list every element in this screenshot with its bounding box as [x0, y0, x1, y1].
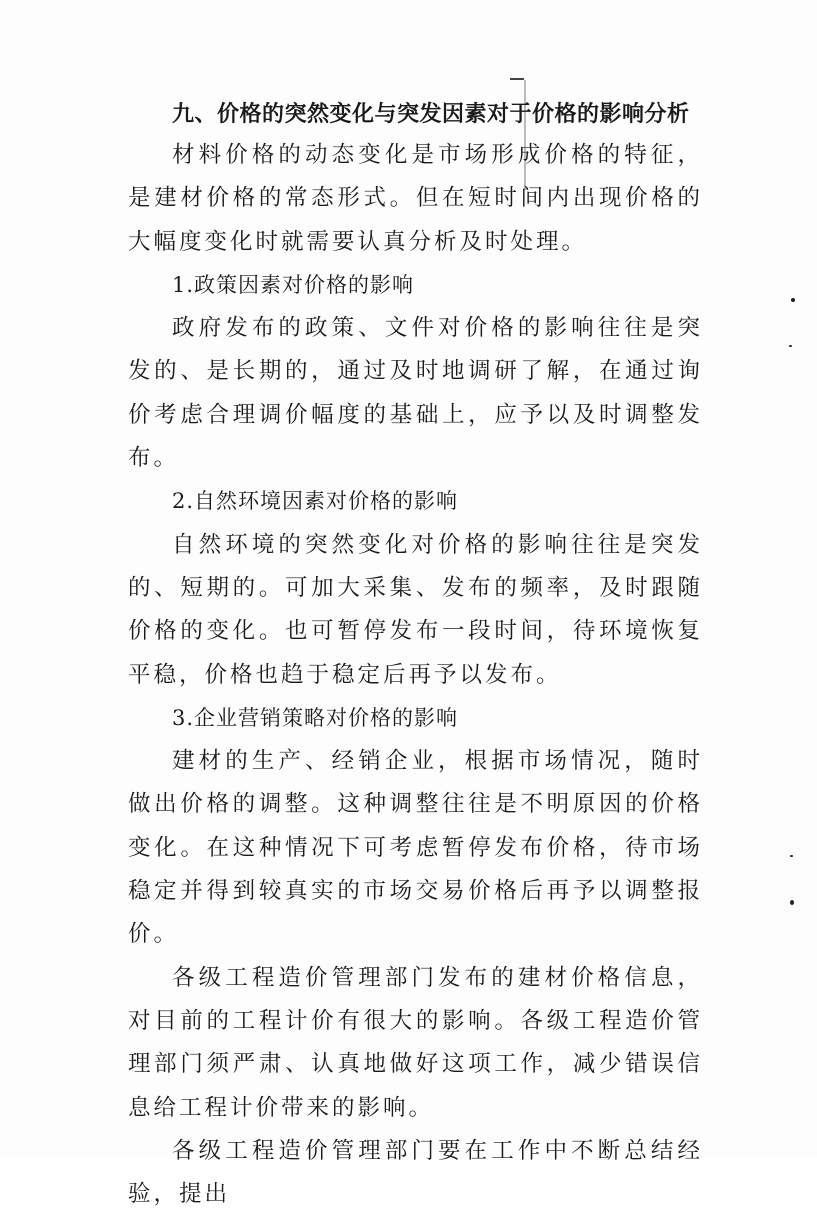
paragraph: 材料价格的动态变化是市场形成价格的特征，是建材价格的常态形式。但在短时间内出现价格的大幅度变化时就需要认真分析及时处理。: [128, 142, 703, 255]
paragraph: 各级工程造价管理部门要在工作中不断总结经验，提出: [128, 1137, 703, 1208]
subsection-heading: 1.政策因素对价格的影响: [172, 272, 415, 297]
subsection-heading: 2.自然环境因素对价格的影响: [172, 489, 459, 514]
subsection-heading: 3.企业营销策略对价格的影响: [172, 705, 459, 730]
paragraph: 政府发布的政策、文件对价格的影响往往是突发的、是长期的，通过及时地调研了解，在通过询价考虑合理调价幅度的基础上，应予以及时调整发布。: [128, 315, 703, 472]
paragraph: 自然环境的突然变化对价格的影响往往是突发的、短期的。可加大采集、发布的频率，及时跟随价格的变化。也可暂停发布一段时间，待环境恢复平稳，价格也趋于稳定后再予以发布。: [128, 531, 703, 688]
scan-artifact-top: [510, 78, 524, 80]
scan-speck: [790, 900, 794, 905]
scan-speck: [790, 855, 793, 857]
scan-speck: [791, 298, 795, 302]
paragraph: 建材的生产、经销企业，根据市场情况，随时做出价格的调整。这种调整往往是不明原因的价格变化。在这种情况下可考虑暂停发布价格，待市场稳定并得到较真实的市场交易价格后再予以调整报价。: [128, 748, 703, 948]
document-body: [128, 96, 703, 1216]
scan-speck: [789, 345, 792, 347]
section-heading: 九、价格的突然变化与突发因素对于价格的影响分析: [172, 102, 690, 127]
paragraph: 各级工程造价管理部门发布的建材价格信息，对目前的工程计价有很大的影响。各级工程造价管理部门须严肃、认真地做好这项工作，减少错误信息给工程计价带来的影响。: [128, 964, 703, 1121]
